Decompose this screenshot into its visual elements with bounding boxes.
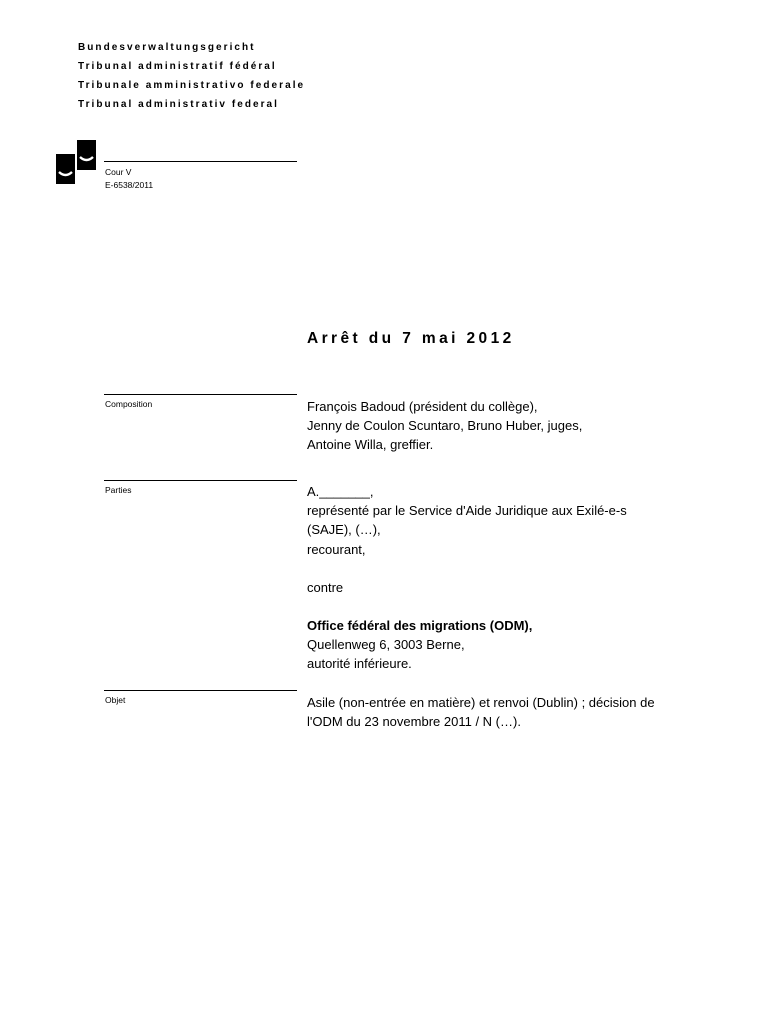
court-logo-icon [56,140,96,186]
appellant-line: représenté par le Service d'Aide Juridique aux Exilé-e-s [307,503,627,519]
versus-text: contre [307,579,344,595]
respondent-line: Quellenweg 6, 3003 Berne, [307,637,465,653]
header-divider [104,161,297,162]
composition-line: Antoine Willa, greffier. [307,437,434,453]
respondent-name: Office fédéral des migrations (ODM), [307,618,533,634]
respondent-line: autorité inférieure. [307,656,412,672]
court-name-italian: Tribunale amministrativo federale [78,80,306,91]
court-names [78,38,305,114]
composition-label: Composition [105,399,153,409]
court-name-french: Tribunal administratif fédéral [78,61,277,72]
appellant-line: A._______, [307,484,374,499]
objet-line: l'ODM du 23 novembre 2011 / N (…). [307,714,521,730]
objet-label: Objet [105,695,126,705]
parties-content [307,482,627,674]
case-number: E-6538/2011 [105,180,154,190]
appellant-line: (SAJE), (…), [307,522,381,538]
judgment-title: Arrêt du 7 mai 2012 [307,330,515,347]
parties-divider [104,480,297,481]
court-division: Cour V [105,167,132,177]
parties-label: Parties [105,485,132,495]
objet-content [307,693,655,731]
composition-line: François Badoud (président du collège), [307,399,538,414]
objet-line: Asile (non-entrée en matière) et renvoi (Dublin) ; décision de [307,695,655,710]
composition-content [307,397,582,455]
composition-divider [104,394,297,395]
objet-divider [104,690,297,691]
court-name-romansh: Tribunal administrativ federal [78,99,279,110]
composition-line: Jenny de Coulon Scuntaro, Bruno Huber, juges, [307,418,583,434]
appellant-line: recourant, [307,541,366,557]
court-name-german: Bundesverwaltungsgericht [78,42,256,53]
